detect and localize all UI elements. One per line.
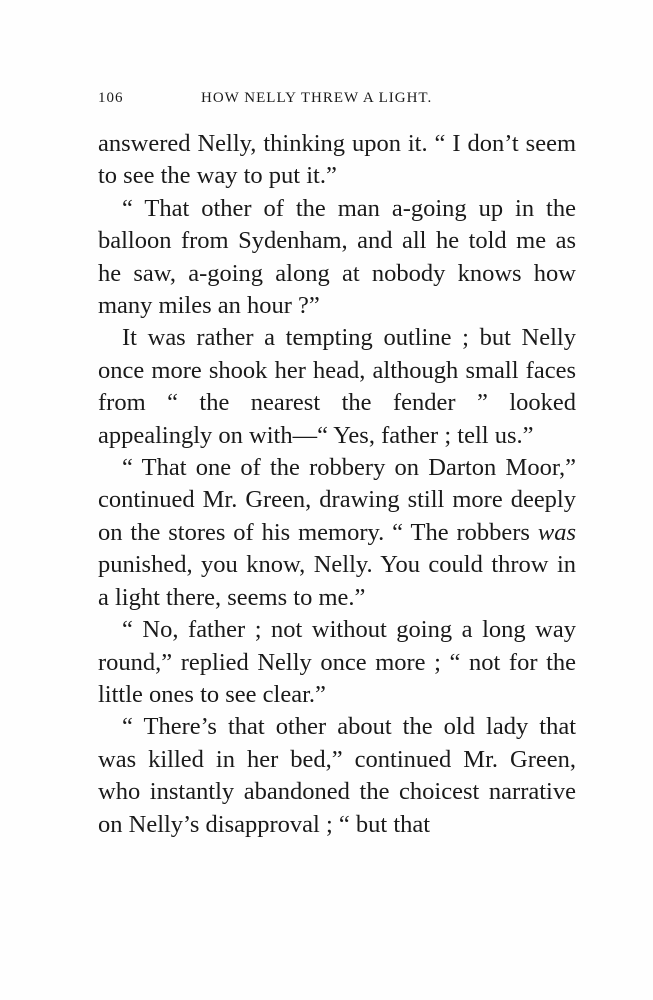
paragraph-robbers-start: “ The robbers [392, 518, 530, 546]
paragraph-robbers-emphasis: was [537, 518, 577, 546]
page-number: 106 [98, 90, 124, 106]
paragraph-old-lady: “ There’s that other about the old lady that was killed in her bed,” continued Mr. Green, who instantly abandoned the choicest narrative on Nelly’s disapproval ; “ but that [98, 713, 576, 838]
paragraph-continuation: answered Nelly, thinking upon it. “ I don’t seem to see the way to put it.” [98, 130, 576, 190]
paragraph-no-father: “ No, father ; not without going a long way round,” replied Nelly once more ; “ not for the little ones to see clear.” [98, 616, 576, 708]
running-title: HOW NELLY THREW A LIGHT. [201, 90, 433, 106]
body-text [98, 128, 576, 841]
running-header [98, 88, 578, 112]
paragraph-balloon: “ That other of the man a-going up in the balloon from Sydenham, and all he told me as he saw, a-going along at nobody knows how many miles an hour ?” [98, 194, 576, 320]
paragraph-robbery [98, 452, 576, 614]
paragraph-robbery-text: “ That one of the robbery on Darton Moor,” continued Mr. Green, drawing still more deeply on the stores of his memory. [98, 454, 576, 546]
paragraph-tempting-outline: It was rather a tempting outline ; but Nelly once more shook her head, although small faces from “ the nearest the fender ” looked appealingly on with—“ Yes, father ; tell us.” [98, 324, 576, 449]
paragraph-robbers-end: punished, you know, Nelly. You could throw in a light there, seems to me.” [98, 551, 576, 611]
